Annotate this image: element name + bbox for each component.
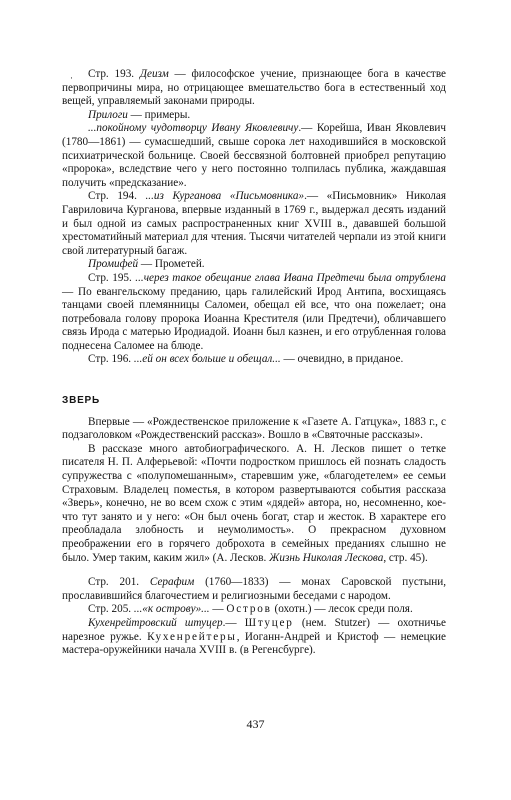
text-run: (охотн.) — лесок среди поля.: [271, 603, 413, 616]
paragraph: [62, 258, 446, 272]
italic-text: ...из Курганова «Письмовника»: [145, 190, 305, 203]
paragraph: [62, 353, 446, 367]
paragraph: [62, 416, 446, 443]
text-run: — примеры.: [127, 108, 191, 121]
spaced-text: Остров: [226, 603, 272, 616]
text-run: (1760—1833) — монах Саровской пустыни, прославившийся благочестием и религиозными беседами с народом.: [62, 576, 447, 602]
notes-block-2: [62, 416, 446, 566]
paragraph: [62, 68, 446, 109]
italic-text: Прилоги: [88, 108, 128, 121]
text-run: Стр. 205.: [88, 603, 134, 616]
text-run: Впервые — «Рождественское приложение к «Газете А. Гатцука», 1883 г., с подзаголовком «Рождественский рассказ». Вошло в «Святочные рассказы».: [62, 415, 446, 442]
page-number: 437: [246, 717, 265, 731]
italic-text: ...через такое обещание глава Ивана Предтечи была отрублена: [135, 271, 446, 284]
paragraph: [62, 603, 446, 617]
italic-text: Деизм: [139, 68, 169, 80]
text-run: — очевидно, в приданое.: [280, 353, 404, 366]
paragraph: [62, 443, 446, 565]
text-run: Стр. 196.: [88, 353, 134, 366]
text-run: — Прометей.: [138, 258, 205, 271]
text-run: — философское учение, признающее бога в качестве первопричины мира, но отрицающее вмешательство бога в естественный ход вещей, управляемый законами природы.: [62, 68, 447, 108]
spaced-text: Штуцер: [244, 616, 294, 629]
paragraph: [62, 109, 446, 123]
notes-block-1: [62, 68, 446, 367]
text-run: (нем. Stutzer) — охотничье нарезное ружье.: [62, 616, 447, 643]
text-run: .— «Письмовник» Николая Гавриловича Курганова, впервые изданный в 1769 г., выдержал десять изданий и был одной из самых распространенных книг XVIII в., дававшей большой хрестоматийный материал для чтения. Тысячи читателей черпали из этой книги свой литературный багаж.: [62, 190, 447, 257]
text-run: .—: [222, 616, 245, 629]
text-run: .— Корейша, Иван Яковлевич (1780—1861) — сумасшедший, свыше сорока лет находившийся в московской психиатрической больнице. Своей бессвязной болтовней приобрел репутацию «пророка», вследствие чего у него постоянно толпилась публика, жаждавшая получить «предсказание».: [62, 122, 446, 189]
text-run: В рассказе много автобиографического. А. Н. Лесков пишет о тетке писателя Н. П. Алферьевой: «Почти подростком пришлось ей познать сладость супружества с «полупомешанным», старевшим уже, «благодетелем» ее семьи Страховым. Владелец поместья, в котором развертываются события рассказа «Зверь», конечно, не во всем схож с этим «дядей» автора, но, несомненно, кое-что тут занято и у него: «Он был очень богат, стар и жесток. В характере его преобладала злобность и неумолимость». О прекрасном духовном преображении его в горячего доброхота в семейных преданиях слышно не было. Умер таким, каким жил» (А. Лесков.: [62, 442, 446, 564]
italic-text: Кухенрейтровский штуцер: [88, 616, 223, 629]
text-run: —: [209, 603, 227, 616]
italic-text: ...ей он всех больше и обещал...: [133, 353, 281, 366]
paragraph: [62, 122, 446, 190]
text-run: , стр. 45).: [383, 551, 428, 564]
text-run: , Иоганн-Андрей и Кристоф — немецкие мастера-оружейники начала XVIII в. (в Регенсбурге).: [62, 630, 446, 657]
text-run: Стр. 195.: [88, 271, 136, 284]
paragraph: [62, 190, 446, 258]
paragraph: [62, 617, 446, 658]
italic-text: Промифей: [88, 258, 139, 271]
italic-text: Жизнь Николая Лескова: [269, 551, 384, 564]
text-run: — По евангельскому преданию, царь галилейский Ирод Антипа, восхищаясь танцами своей племянницы Саломеи, обещал ей все, что она пожелает; она потребовала голову пророка Иоанна Крестителя (или Предтечи), обличавшего связь Ирода с матерью Иродиадой. Иоанн был казнен, и его отрубленная голова поднесена Саломее на блюде.: [62, 285, 446, 352]
spaced-text: Кухенрейтеры: [147, 630, 237, 643]
text-column: [62, 68, 446, 658]
section-title: ЗВЕРЬ: [62, 395, 101, 407]
text-run: Стр. 194.: [88, 190, 146, 203]
italic-text: Серафим: [149, 576, 195, 589]
margin-mark: ·: [70, 73, 73, 83]
paragraph: [62, 576, 446, 603]
paragraph: [62, 272, 446, 354]
text-run: Стр. 193.: [88, 68, 140, 80]
italic-text: ...«к острову»...: [133, 603, 210, 616]
text-run: Стр. 201.: [88, 576, 150, 589]
italic-text: ...покойному чудотворцу Ивану Яковлевичу: [88, 122, 299, 135]
notes-block-3: [62, 576, 446, 658]
